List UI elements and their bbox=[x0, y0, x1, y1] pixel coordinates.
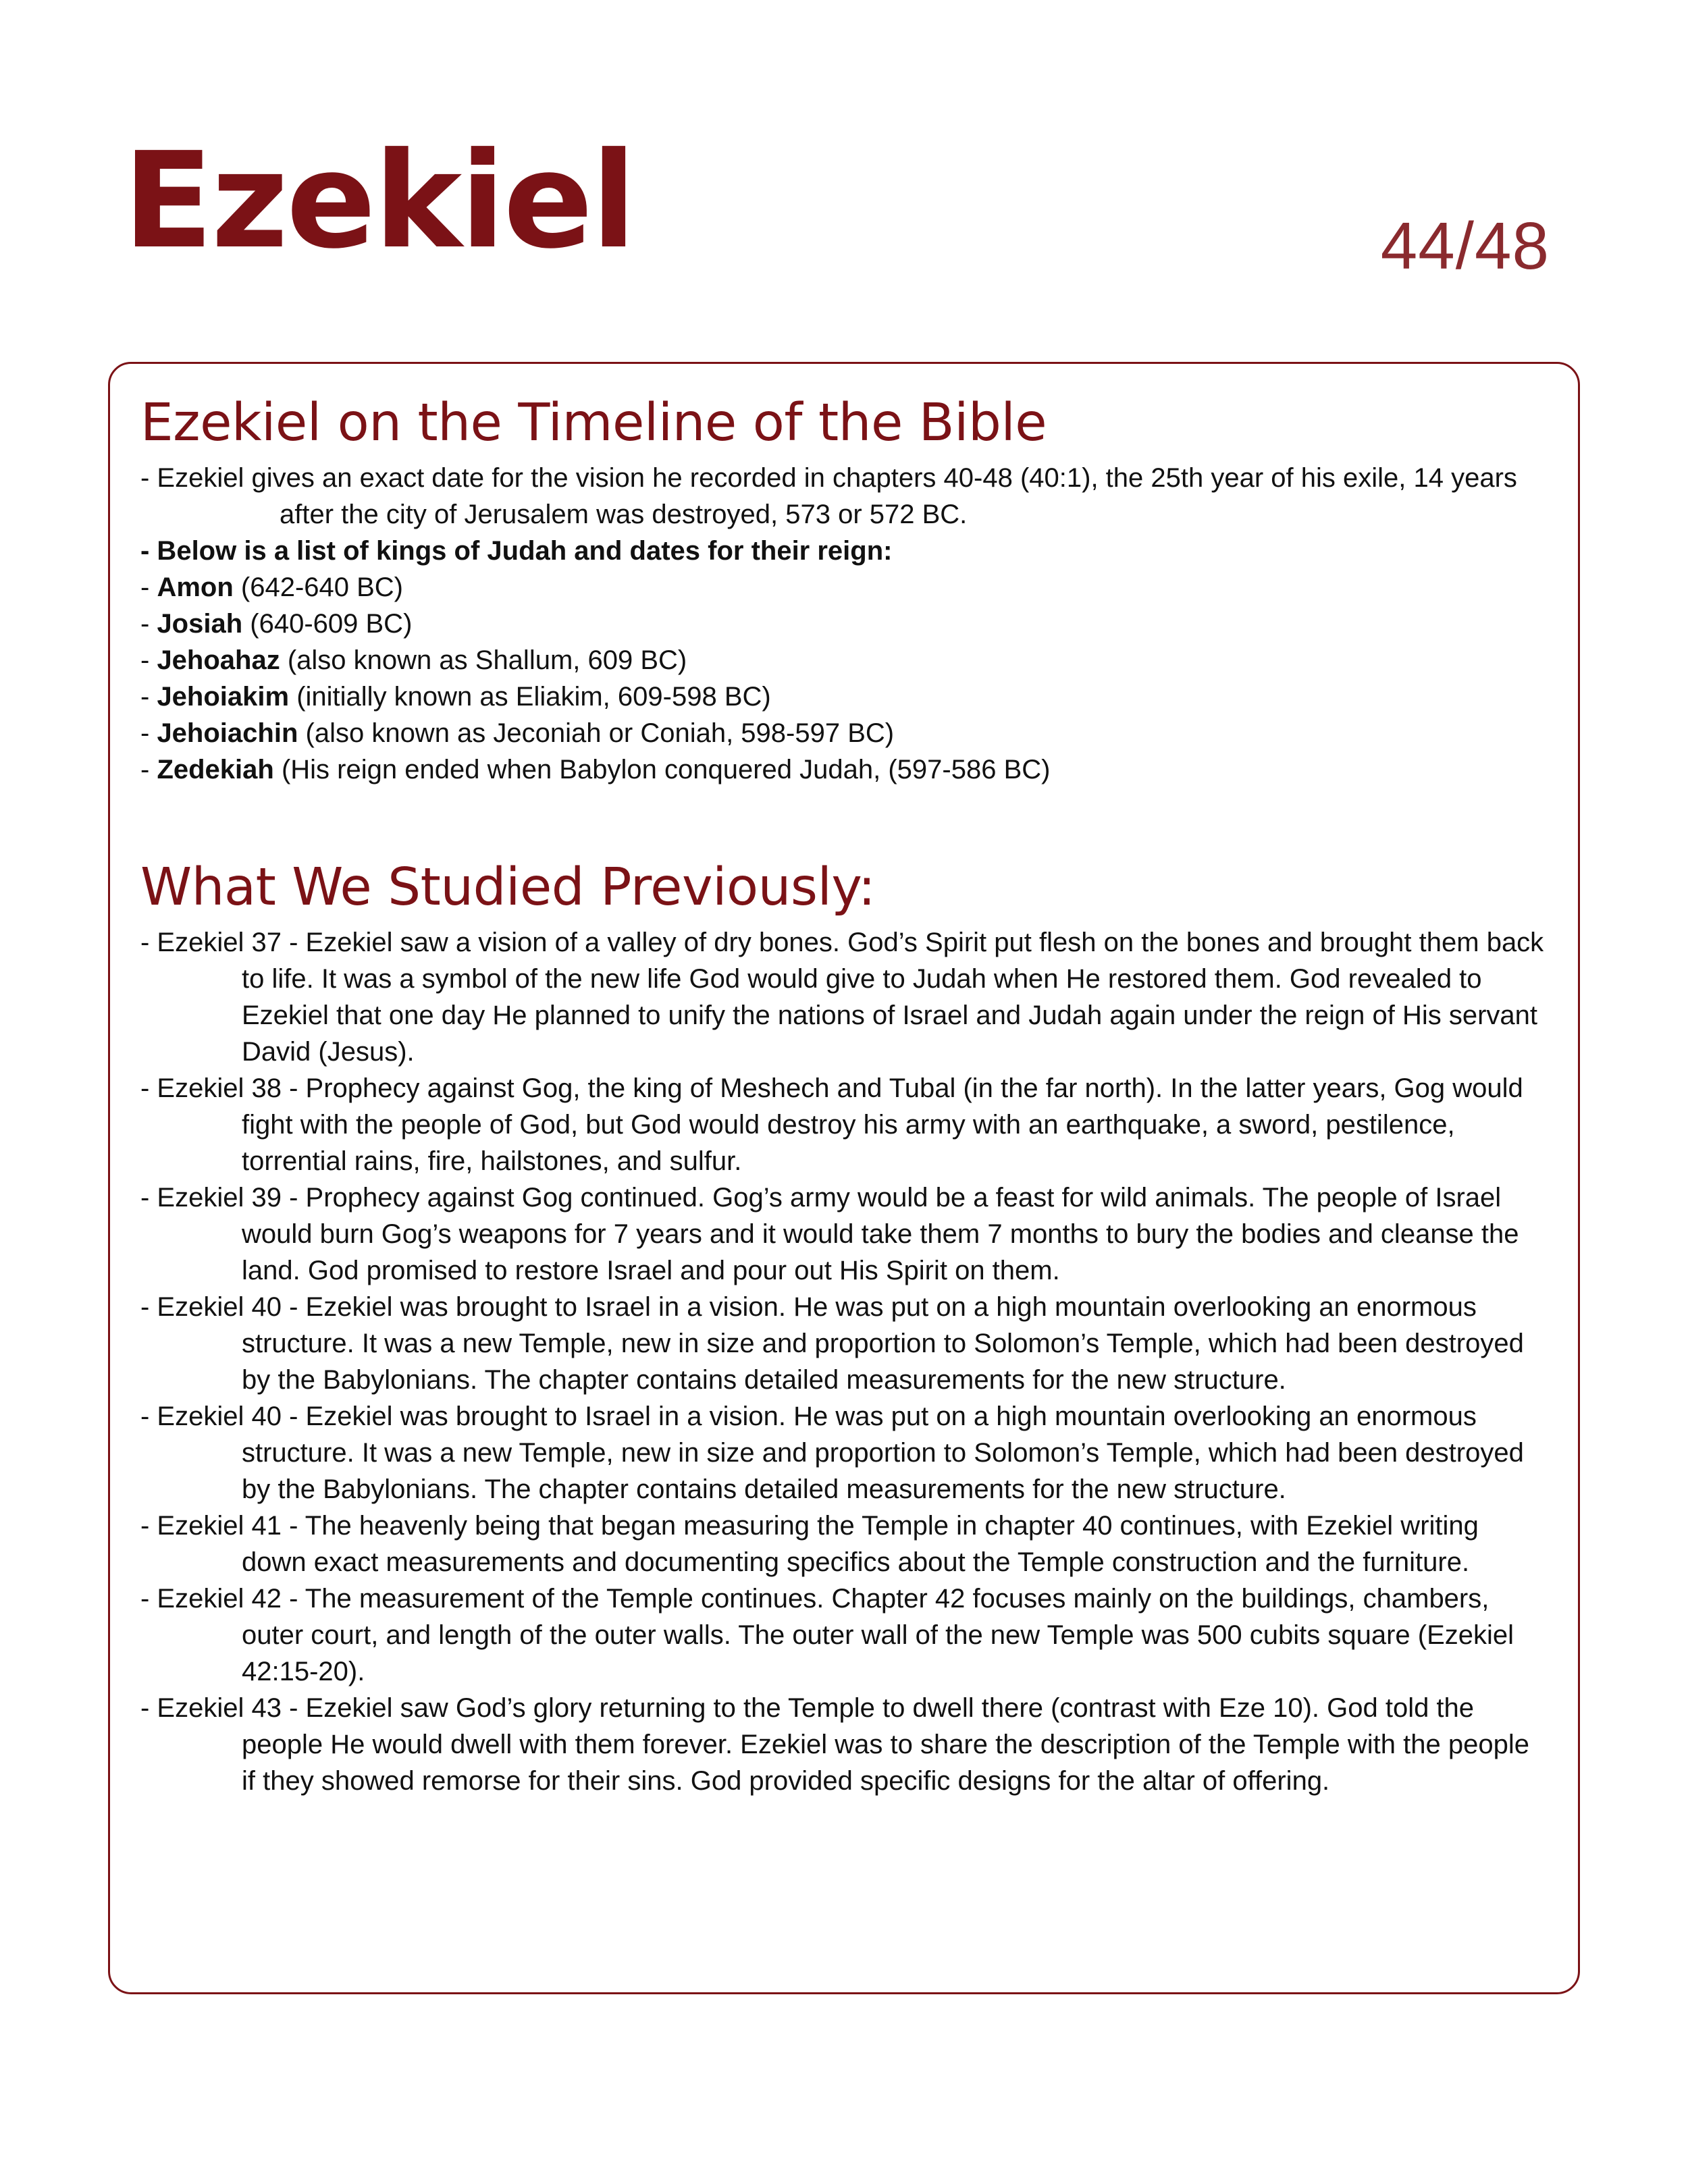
king-name: Amon bbox=[157, 572, 234, 602]
content-panel bbox=[108, 362, 1580, 1994]
page-number: 44/48 bbox=[1380, 209, 1550, 283]
king-prefix: - bbox=[140, 645, 157, 675]
list-item: - Ezekiel 40 - Ezekiel was brought to Israel in a vision. He was put on a high mountain overlooking an enormous structure. It was a new Temple, new in size and proportion to Solomon’s Temple, which had been destroyed by the Babylonians. The chapter contains detailed measurements for the new structure. bbox=[140, 1402, 1524, 1504]
timeline-intro: - Ezekiel gives an exact date for the vision he recorded in chapters 40-48 (40:1), the 25th year of his exile, 14 years after the city of Jerusalem was destroyed, 573 or 572 BC. bbox=[140, 463, 1517, 529]
timeline-heading: Ezekiel on the Timeline of the Bible bbox=[140, 393, 1047, 453]
list-item: - Ezekiel 43 - Ezekiel saw God’s glory returning to the Temple to dwell there (contrast with Eze 10). God told the people He would dwell with them forever. Ezekiel was to share the description of the Temple with the people if they showed remorse for their sins. God provided specific designs for the altar of offering. bbox=[140, 1693, 1529, 1796]
kings-intro: - Below is a list of kings of Judah and dates for their reign: bbox=[140, 536, 893, 566]
list-item: - Ezekiel 39 - Prophecy against Gog continued. Gog’s army would be a feast for wild animals. The people of Israel would burn Gog’s weapons for 7 years and it would take them 7 months to bury the bodies and cleanse the land. God promised to restore Israel and pour out His Spirit on them. bbox=[140, 1183, 1519, 1285]
king-prefix: - bbox=[140, 718, 157, 748]
king-item bbox=[140, 606, 1547, 642]
list-item: - Ezekiel 37 - Ezekiel saw a vision of a valley of dry bones. God’s Spirit put flesh on the bones and brought them back to life. It was a symbol of the new life God would give to Judah when He restored them. God revealed to Ezekiel that one day He planned to unify the nations of Israel and Judah again under the reign of His servant David (Jesus). bbox=[140, 928, 1544, 1067]
king-item bbox=[140, 715, 1547, 751]
king-name: Josiah bbox=[157, 609, 243, 639]
list-item: - Ezekiel 41 - The heavenly being that began measuring the Temple in chapter 40 continues, with Ezekiel writing down exact measurements and documenting specifics about the Temple construction and the furniture. bbox=[140, 1511, 1479, 1577]
king-detail: (His reign ended when Babylon conquered Judah, (597-586 BC) bbox=[273, 755, 1051, 784]
king-item bbox=[140, 569, 1547, 606]
previous-list bbox=[140, 924, 1547, 1799]
king-prefix: - bbox=[140, 609, 157, 639]
list-item: - Ezekiel 42 - The measurement of the Temple continues. Chapter 42 focuses mainly on the buildings, chambers, outer court, and length of the outer walls. The outer wall of the new Temple was 500 cubits square (Ezekiel 42:15-20). bbox=[140, 1584, 1514, 1686]
king-detail: (640-609 BC) bbox=[242, 609, 413, 639]
king-name: Zedekiah bbox=[157, 755, 274, 784]
king-prefix: - bbox=[140, 572, 157, 602]
king-item bbox=[140, 751, 1547, 788]
king-item bbox=[140, 678, 1547, 715]
list-item: - Ezekiel 38 - Prophecy against Gog, the king of Meshech and Tubal (in the far north). In the latter years, Gog would fight with the people of God, but God would destroy his army with an earthquake, a sword, pestilence, torrential rains, fire, hailstones, and sulfur. bbox=[140, 1073, 1523, 1176]
king-prefix: - bbox=[140, 755, 157, 784]
king-detail: (also known as Jeconiah or Coniah, 598-597 BC) bbox=[298, 718, 895, 748]
king-item bbox=[140, 642, 1547, 678]
king-detail: (642-640 BC) bbox=[233, 572, 403, 602]
timeline-list bbox=[140, 460, 1547, 788]
king-name: Jehoiachin bbox=[157, 718, 298, 748]
previous-heading: What We Studied Previously: bbox=[140, 857, 876, 917]
king-name: Jehoiakim bbox=[157, 682, 290, 712]
king-prefix: - bbox=[140, 682, 157, 712]
king-detail: (also known as Shallum, 609 BC) bbox=[280, 645, 687, 675]
list-item: - Ezekiel 40 - Ezekiel was brought to Israel in a vision. He was put on a high mountain overlooking an enormous structure. It was a new Temple, new in size and proportion to Solomon’s Temple, which had been destroyed by the Babylonians. The chapter contains detailed measurements for the new structure. bbox=[140, 1292, 1524, 1395]
king-name: Jehoahaz bbox=[157, 645, 280, 675]
king-detail: (initially known as Eliakim, 609-598 BC) bbox=[289, 682, 771, 712]
page-title: Ezekiel bbox=[123, 124, 635, 278]
